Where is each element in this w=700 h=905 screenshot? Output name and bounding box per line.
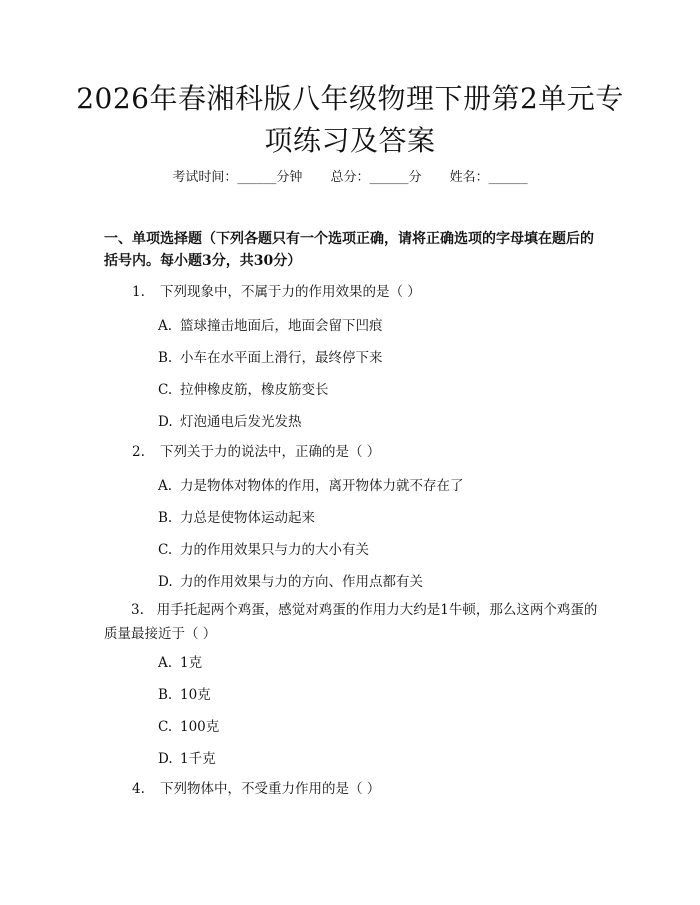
question-2 — [104, 440, 604, 464]
student-name-field: 姓名：______ — [449, 170, 528, 185]
question-3-option-b — [158, 685, 608, 705]
option-letter: B. — [158, 510, 173, 526]
option-text: 10克 — [180, 687, 211, 703]
question-number: 4. — [132, 781, 145, 797]
question-2-option-d — [158, 572, 608, 592]
question-1-option-d — [158, 412, 608, 432]
page-title: 2026年春湘科版八年级物理下册第2单元专项练习及答案 — [76, 82, 624, 157]
option-letter: B. — [158, 350, 173, 366]
option-letter: C. — [158, 542, 173, 558]
option-letter: C. — [158, 719, 173, 735]
option-text: 力是物体对物体的作用，离开物体力就不存在了 — [180, 478, 464, 494]
question-1-option-a — [158, 316, 608, 336]
option-letter: D. — [158, 751, 173, 767]
option-text: 力的作用效果只与力的大小有关 — [180, 542, 369, 558]
option-letter: A. — [158, 478, 173, 494]
question-number: 2. — [132, 444, 145, 460]
option-text: 力的作用效果与力的方向、作用点都有关 — [180, 574, 423, 590]
question-2-option-c — [158, 540, 608, 560]
question-3-option-d — [158, 749, 608, 769]
question-2-option-a — [158, 476, 608, 496]
question-1 — [104, 280, 604, 304]
question-3 — [104, 598, 604, 646]
section-heading: 一、单项选择题（下列各题只有一个选项正确，请将正确选项的字母填在题后的括号内。每小题3分，共30分） — [104, 231, 594, 269]
question-3-option-a — [158, 653, 608, 673]
option-letter: D. — [158, 414, 173, 430]
exam-time-field: 考试时间：______分钟 — [172, 170, 303, 185]
option-text: 力总是使物体运动起来 — [180, 510, 315, 526]
option-letter: D. — [158, 574, 173, 590]
option-letter: C. — [158, 382, 173, 398]
question-4 — [104, 777, 604, 801]
question-stem: 下列物体中，不受重力作用的是（ ） — [160, 781, 381, 797]
option-text: 篮球撞击地面后，地面会留下凹痕 — [180, 318, 383, 334]
option-text: 拉伸橡皮筋，橡皮筋变长 — [180, 382, 329, 398]
option-letter: A. — [158, 318, 173, 334]
option-text: 小车在水平面上滑行，最终停下来 — [180, 350, 383, 366]
option-text: 1千克 — [180, 751, 216, 767]
option-letter: B. — [158, 687, 173, 703]
option-text: 灯泡通电后发光发热 — [180, 414, 302, 430]
question-number: 1. — [132, 284, 145, 300]
question-stem: 下列现象中，不属于力的作用效果的是（ ） — [160, 284, 421, 300]
question-stem: 下列关于力的说法中，正确的是（ ） — [160, 444, 381, 460]
question-1-option-b — [158, 348, 608, 368]
question-stem: 用手托起两个鸡蛋，感觉对鸡蛋的作用力大约是1牛顿，那么这两个鸡蛋的质量最接近于（ ） — [104, 602, 598, 642]
exam-info-bar — [0, 168, 700, 188]
option-text: 100克 — [180, 719, 220, 735]
option-letter: A. — [158, 655, 173, 671]
question-number: 3. — [131, 602, 144, 618]
question-1-option-c — [158, 380, 608, 400]
question-2-option-b — [158, 508, 608, 528]
total-score-field: 总分：______分 — [330, 170, 422, 185]
option-text: 1克 — [180, 655, 203, 671]
question-3-option-c — [158, 717, 608, 737]
